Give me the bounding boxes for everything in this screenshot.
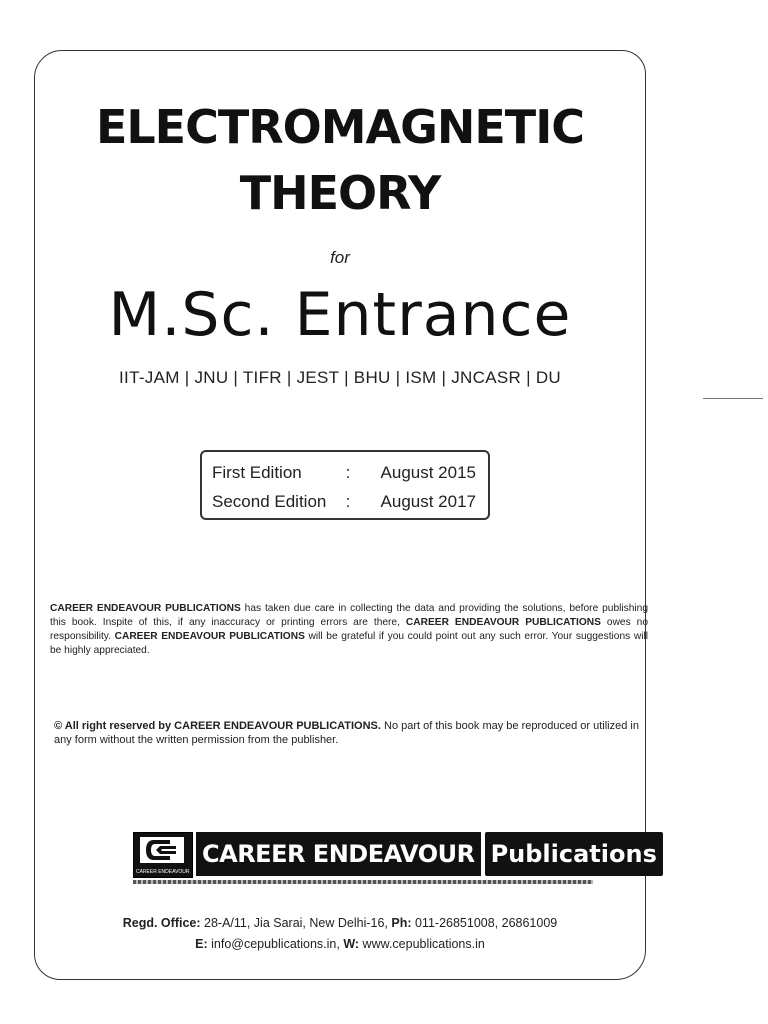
book-title-line1: ELECTROMAGNETIC — [95, 100, 585, 154]
copyright-paragraph — [54, 719, 646, 747]
logo-mark — [133, 832, 193, 878]
web-label: W: — [343, 937, 360, 951]
phone-label: Ph: — [391, 916, 412, 930]
ce-logo-icon — [140, 837, 184, 863]
logo-underline — [133, 880, 593, 884]
edition-colon: : — [345, 463, 351, 482]
logo-mark-text: CAREER ENDEAVOUR — [136, 869, 190, 875]
office-address — [40, 913, 640, 955]
disclaimer-text: will be grateful if you could point out any such error. Your suggestions will be highly appreciated. — [50, 631, 648, 656]
edition-colon: : — [345, 492, 351, 511]
disclaimer-paragraph — [50, 602, 648, 658]
email-text: info@cepublications.in, — [207, 937, 344, 951]
book-subtitle: M.Sc. Entrance — [108, 280, 572, 350]
edition-box — [200, 450, 490, 520]
phone-text: 011-26851008, 26861009 — [411, 916, 558, 930]
office-line2 — [40, 934, 640, 955]
exam-list: IIT-JAM | JNU | TIFR | JEST | BHU | ISM | JNCASR | DU — [119, 368, 561, 387]
publisher-logo — [133, 832, 663, 876]
web-text: www.cepublications.in — [359, 937, 485, 951]
regd-label: Regd. Office: — [122, 916, 201, 930]
for-label: for — [330, 248, 350, 267]
edition-row-first — [212, 458, 478, 487]
publisher-name: CAREER ENDEAVOUR PUBLICATIONS — [114, 631, 305, 642]
logo-company-name: CAREER ENDEAVOUR — [196, 832, 481, 876]
disclaimer-text: has taken due care in collecting the data and providing the solutions, before publishing this book. Inspite of this, if any inaccuracy or printing errors are there, — [50, 603, 649, 628]
office-line1 — [40, 913, 640, 934]
email-label: E: — [195, 937, 208, 951]
edition-label: Second Edition — [212, 492, 327, 511]
edition-date: August 2017 — [380, 492, 476, 511]
edition-label: First Edition — [212, 463, 302, 482]
copyright-text: No part of this book may be reproduced or utilized in any form without the written permission from the publisher. — [54, 720, 639, 746]
copyright-bold: © All right reserved by CAREER ENDEAVOUR PUBLICATIONS. — [54, 720, 381, 732]
publisher-name: CAREER ENDEAVOUR PUBLICATIONS — [50, 603, 241, 614]
regd-text: 28-A/11, Jia Sarai, New Delhi-16, — [200, 916, 392, 930]
margin-line — [703, 398, 763, 399]
publisher-name: CAREER ENDEAVOUR PUBLICATIONS — [405, 617, 601, 628]
disclaimer-text: owes no responsibility. — [50, 617, 649, 642]
logo-publications: Publications — [485, 832, 663, 876]
book-title-line2: THEORY — [239, 166, 441, 220]
edition-row-second — [212, 487, 478, 516]
edition-date: August 2015 — [380, 463, 476, 482]
